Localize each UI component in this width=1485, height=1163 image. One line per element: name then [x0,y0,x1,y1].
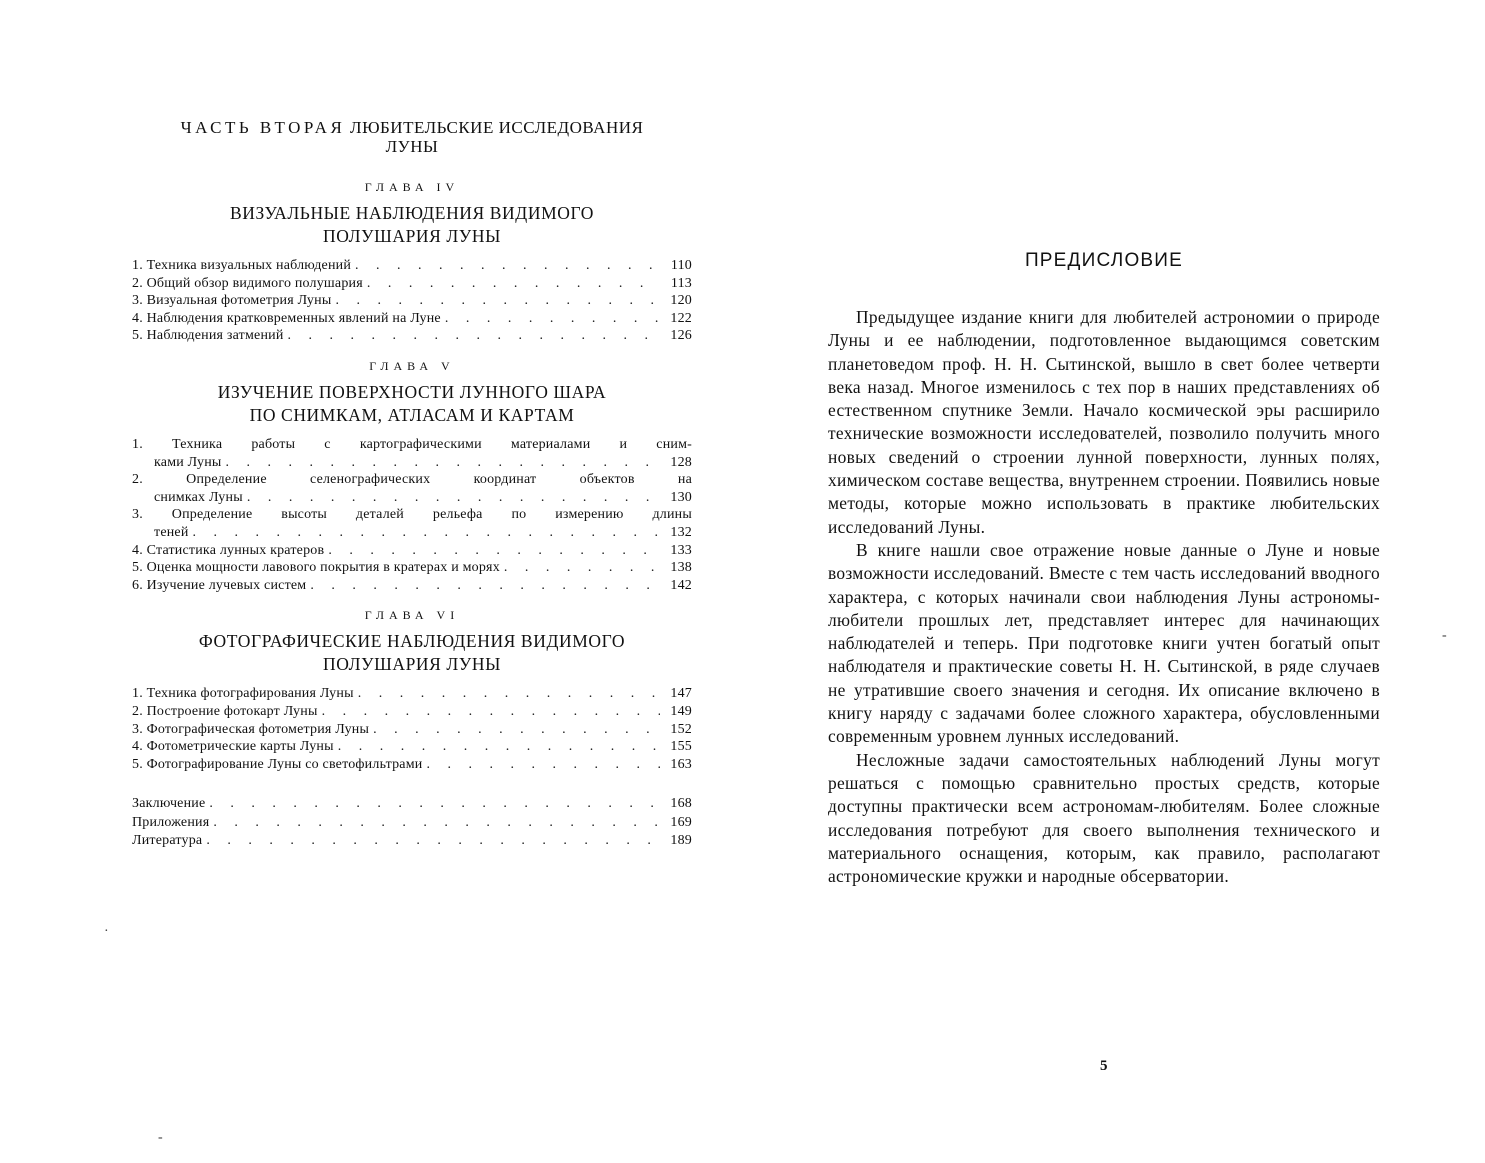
toc-entry: 4. Фотометрические карты Луны . . . 155 [132,738,692,756]
page-number: 5 [1100,1058,1108,1074]
back-matter [132,795,692,851]
toc-entry: 3. Определение высоты деталей рельефа по измерению длины теней . . . 132 [132,506,692,541]
chapter-label: ГЛАВА VI [364,608,460,623]
scan-speck: - [1442,628,1447,643]
chapter-title: ВИЗУАЛЬНЫЕ НАБЛЮДЕНИЯ ВИДИМОГО ПОЛУШАРИЯ ЛУНЫ [230,203,594,246]
toc-entry: 2. Определение селенографических координат объектов на снимках Луны . . . 130 [132,471,692,506]
chapter-4 [132,180,692,345]
part-title [132,118,692,156]
toc-entry: 2. Общий обзор видимого полушария . . . 113 [132,275,692,293]
chapter-label: ГЛАВА V [369,358,455,373]
chapter-entries [132,257,692,345]
toc-entry: 3. Фотографическая фотометрия Луны . . . 152 [132,721,692,739]
chapter-5 [132,359,692,594]
toc-entry: 1. Техника фотографирования Луны . . . 147 [132,685,692,703]
chapter-entries [132,436,692,594]
chapter-title: ФОТОГРАФИЧЕСКИЕ НАБЛЮДЕНИЯ ВИДИМОГО ПОЛУШАРИЯ ЛУНЫ [198,631,626,675]
toc-entry: 4. Наблюдения кратковременных явлений на Луне . . . 122 [132,310,692,328]
scan-speck: · [104,924,109,939]
toc-entry: 2. Построение фотокарт Луны . . . 149 [132,703,692,721]
chapter-label: ГЛАВА IV [364,180,460,194]
toc-entry: 1. Техника визуальных наблюдений . . . 110 [132,257,692,275]
preface-body [828,306,1380,888]
toc-entry: 5. Фотографирование Луны со светофильтрами . . . 163 [132,756,692,774]
part-title-line2: ЛУНЫ [385,137,439,156]
toc-entry: 5. Оценка мощности лавового покрытия в кратерах и морях . . . 138 [132,559,692,577]
part-title-main: ЛЮБИТЕЛЬСКИЕ ИССЛЕДОВАНИЯ [350,118,644,137]
toc-entry: Литература . . . 189 [132,832,692,851]
page-title: ПРЕДИСЛОВИЕ [1024,250,1184,271]
toc-entry: 5. Наблюдения затмений . . . 126 [132,327,692,345]
toc-entry: 1. Техника работы с картографическими материалами и сним- ками Луны . . . 128 [132,436,692,471]
paragraph: Несложные задачи самостоятельных наблюдений Луны могут решаться с помощью сравнительно простых средств, которые доступны практически всем астрономам-любителям. Более сложные исследования потребуют для своего выполнения технического и материального оснащения, которым, как правило, располагают астрономические кружки и народные обсерватории. [828,749,1380,887]
toc-entry: 4. Статистика лунных кратеров . . . 133 [132,542,692,560]
paragraph: В книге нашли свое отражение новые данные о Луне и новые возможности исследований. Вместе с тем часть исследований вводного характера, с которых начинали свои наблюдения Луны астрономы-любители прошлых лет, представляет интерес для начинающих наблюдателей и теперь. При подготовке книги учтен богатый опыт наблюдателя и практические советы Н. Н. Сытинской, в ряде случаев не утратившие своего значения и сегодня. Их описание включено в книгу наряду с задачами более сложного характера, обусловленными современным уровнем лунных исследований. [828,539,1380,747]
scan-speck: - [158,1130,163,1145]
chapter-title: ИЗУЧЕНИЕ ПОВЕРХНОСТИ ЛУННОГО ШАРА ПО СНИМКАМ, АТЛАСАМ И КАРТАМ [217,381,607,425]
chapter-6 [132,608,692,773]
toc-entry: 6. Изучение лучевых систем . . . 142 [132,577,692,595]
toc-entry: Заключение . . . 168 [132,795,692,814]
paragraph: Предыдущее издание книги для любителей астрономии о природе Луны и ее наблюдении, подготовленное выдающимся советским планетоведом проф. Н. Н. Сытинской, вышло в свет более четверти века назад. Многое изменилось с тех пор в наших представлениях об естественном спутнике Земли. Начало космической эры расширило технические возможности исследователей, позволило получить много новых сведений о строении лунной поверхности, лунных полях, химическом составе вещества, внутреннем строении. Появились новые методы, которые можно использовать в практике любительских исследований Луны. [828,307,1380,537]
toc-entry: 3. Визуальная фотометрия Луны . . . 120 [132,292,692,310]
table-of-contents [132,118,692,851]
part-title-prefix: ЧАСТЬ ВТОРАЯ [180,118,346,137]
chapter-entries [132,685,692,773]
toc-entry: Приложения . . . 169 [132,814,692,833]
